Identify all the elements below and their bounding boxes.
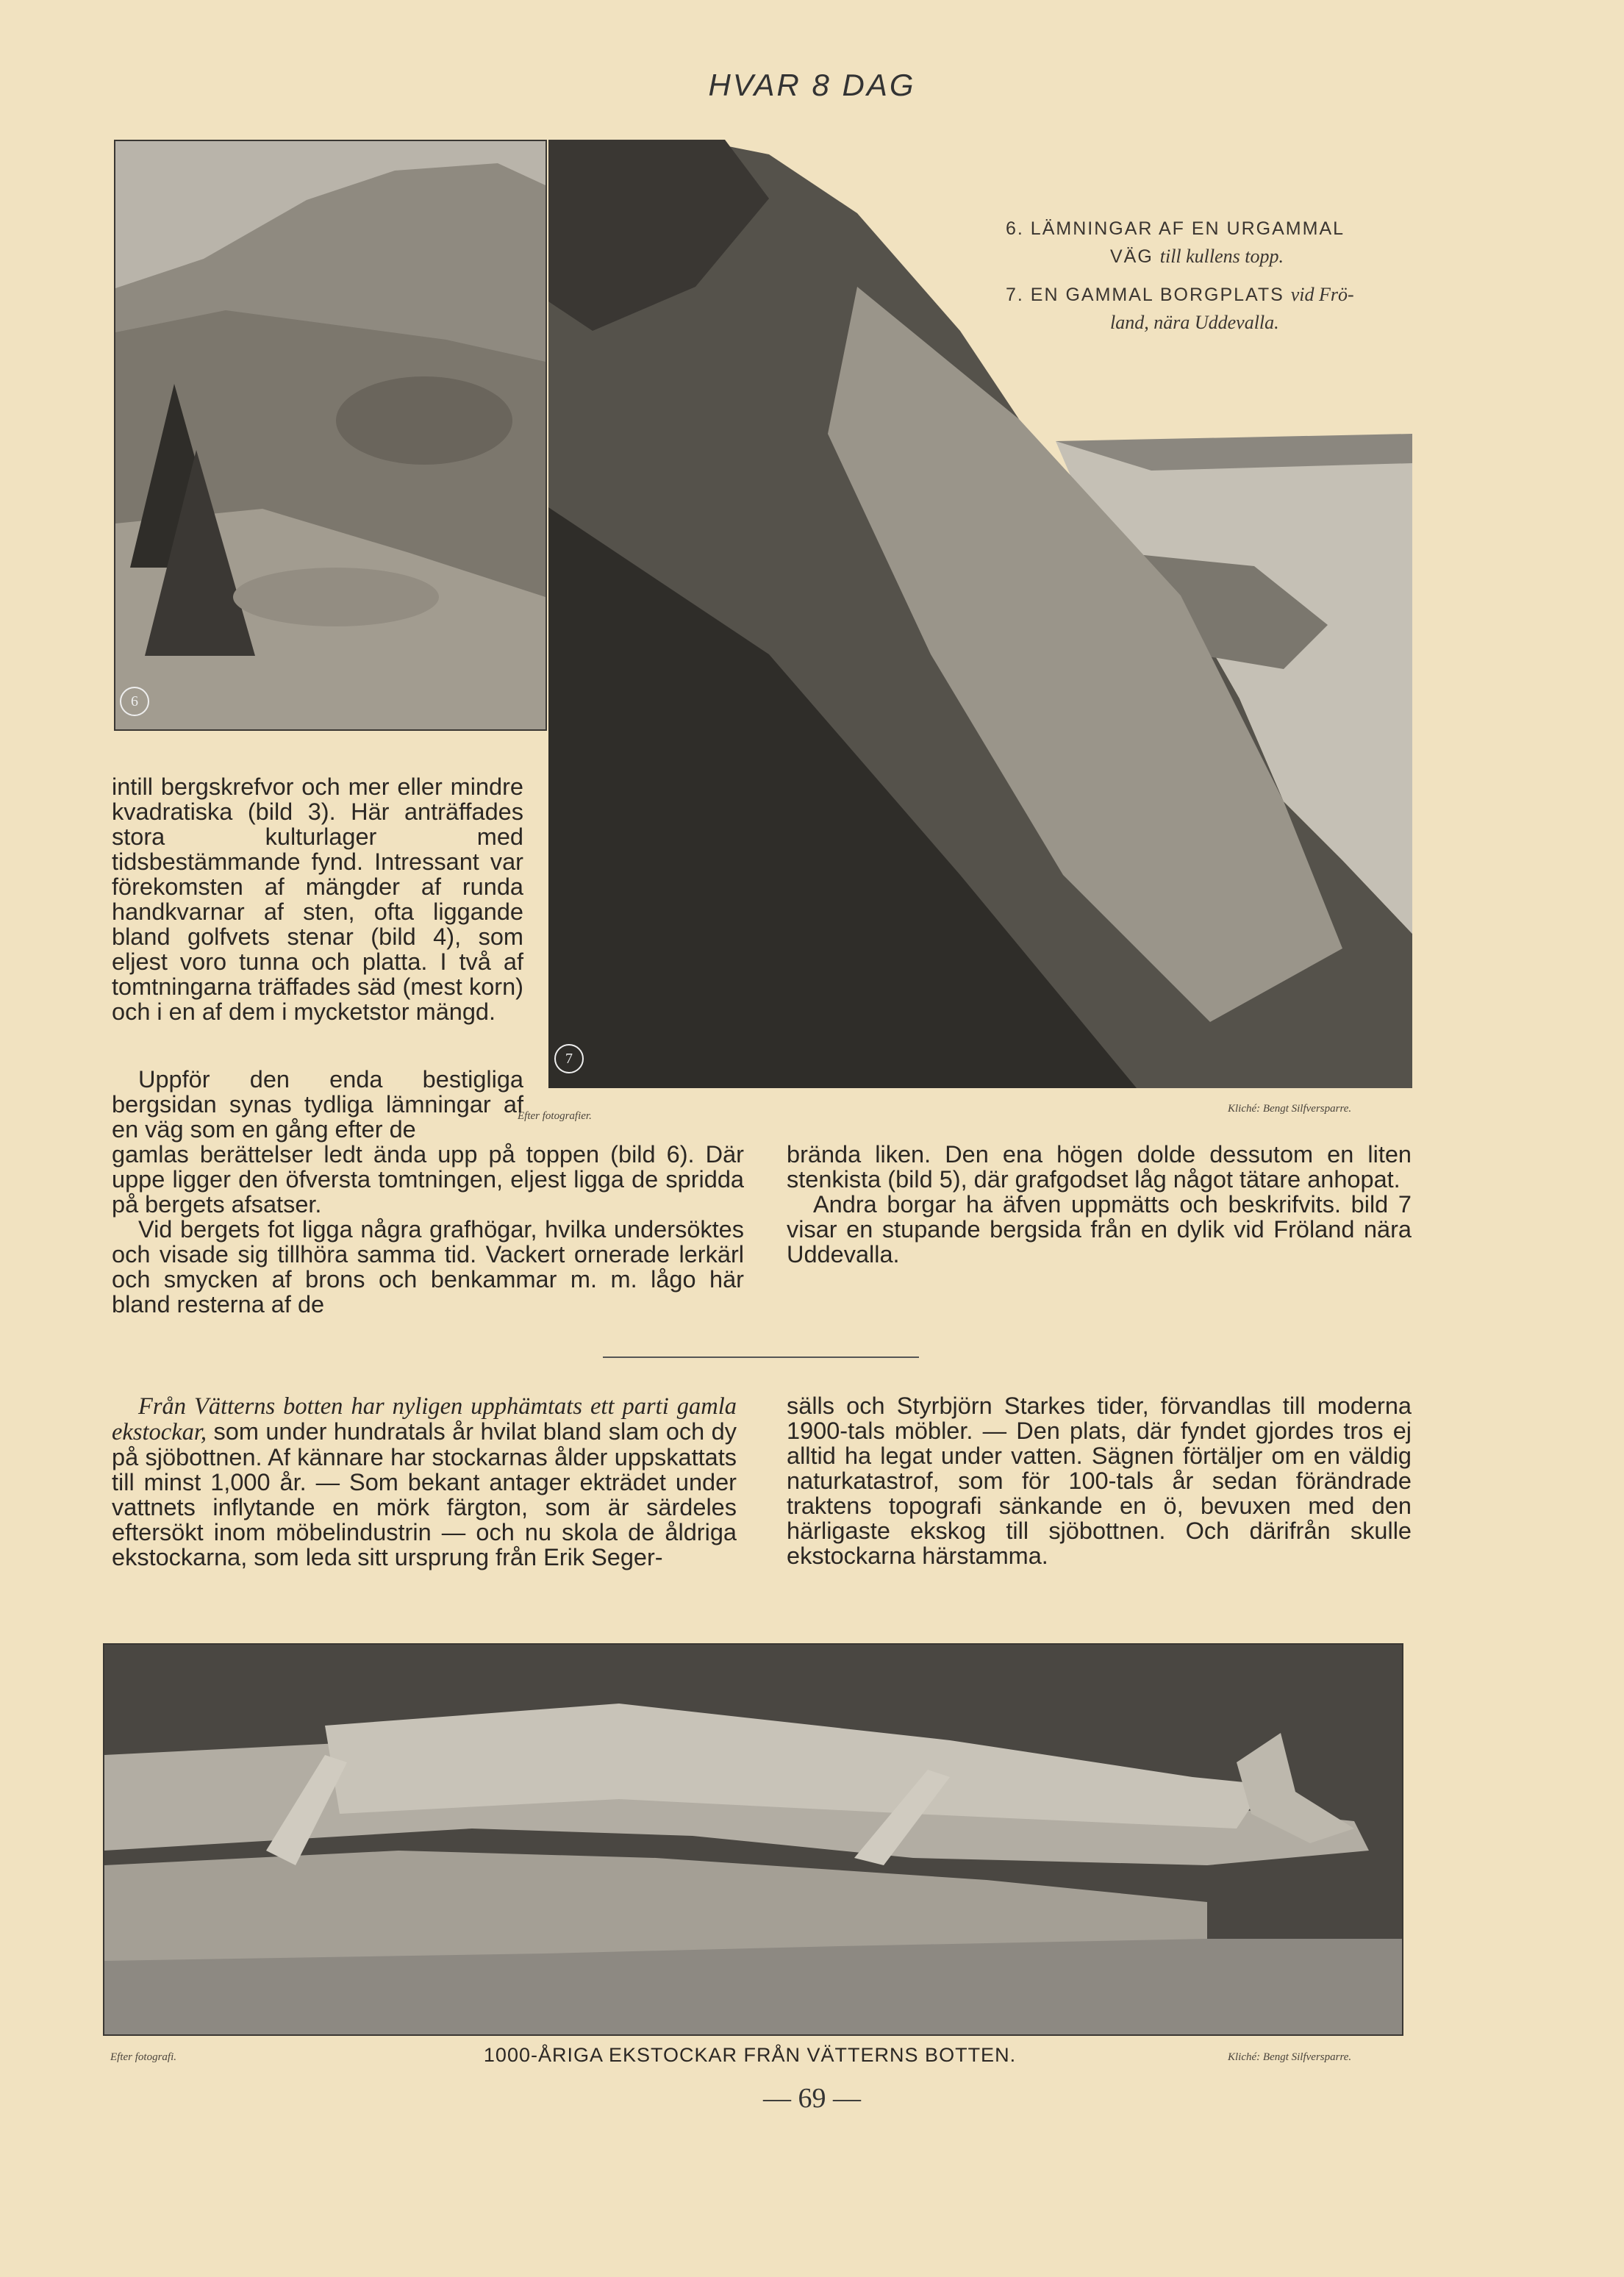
running-header: HVAR 8 DAG xyxy=(708,68,916,102)
article-2-col-left xyxy=(112,1393,737,1570)
caption-6-italic: till kullens topp. xyxy=(1159,246,1284,267)
caption-photos-6-7 xyxy=(1006,215,1417,337)
section-divider xyxy=(603,1356,919,1358)
article-1-col-left-narrow xyxy=(112,1067,523,1142)
bottom-photo-credit-right: Kliché: Bengt Silfversparre. xyxy=(1228,2051,1352,2063)
caption-7-italic-2: land, nära Uddevalla. xyxy=(1110,312,1279,333)
page-number: — 69 — xyxy=(763,2083,861,2114)
article-2-col-right xyxy=(787,1393,1412,1568)
caption-7-main: 7. EN GAMMAL BORGPLATS xyxy=(1006,285,1284,305)
article-1-para-3: Vid bergets fot ligga några grafhögar, hvilka undersöktes och visade sig tillhöra samma tid. Vackert ornerade lerkärl och smycken af brons och benkammar m. m. lågo här bland resterna af de xyxy=(112,1216,744,1318)
caption-6-caps: VÄG xyxy=(1110,246,1153,267)
oak-logs-image xyxy=(104,1645,1402,2034)
article-1-para-2-cont: gamlas berättelser ledt ända upp på toppen (bild 6). Där uppe ligger den öfversta tomtningen, eljest ligga de spridda på bergets afsatser. xyxy=(112,1141,744,1218)
bottom-photo-credit-left: Efter fotografi. xyxy=(110,2051,176,2063)
article-1-para-1: intill bergskrefvor och mer eller mindre kvadratiska (bild 3). Här anträffades stora kulturlager med tidsbestämmande fynd. Intressant var förekomsten af mängder af runda handkvarnar af sten, ofta liggande bland golfvets stenar (bild 4), som eljest voro tunna och platta. I två af tomtningarna träffades säd (mest korn) och i en af dem i mycketstor mängd. xyxy=(112,773,523,1025)
photo-7-credit-right: Kliché: Bengt Silfversparre. xyxy=(1228,1103,1352,1115)
bottom-photo-caption: 1000-ÅRIGA EKSTOCKAR FRÅN VÄTTERNS BOTTEN. xyxy=(483,2044,1017,2066)
photo-7-credit-left: Efter fotografier. xyxy=(518,1110,592,1122)
photo-6-rocky-hill-image xyxy=(115,141,545,729)
article-2-lead: Från Vätterns botten har nyligen upphämtats ett parti gamla ekstockar, xyxy=(112,1393,737,1445)
article-1-right-para-1: brända liken. Den ena högen dolde dessutom en liten stenkista (bild 5), där grafgodset låg något tätare anhopat. xyxy=(787,1141,1412,1193)
caption-7-italic-1: vid Frö- xyxy=(1290,284,1354,305)
article-1-para-2-start: Uppför den enda bestigliga bergsidan synas tydliga lämningar af en väg som en gång efter de xyxy=(112,1066,523,1143)
article-1-col-right xyxy=(787,1142,1412,1267)
article-1-col-left-top xyxy=(112,774,523,1024)
photo-7-number: 7 xyxy=(554,1044,584,1073)
photo-ekstockar xyxy=(103,1643,1403,2036)
article-2-left-text: som under hundratals år hvilat bland slam och dy på sjöbottnen. Af kännare har stockarnas ålder uppskattats till minst 1,000 år. — Som bekant antager ekträdet under vattnets inflytande en mörk färgton, som är särdeles eftersökt inom möbelindustrin — och nu skola de åldriga ekstockarna, som leda sitt ursprung från Erik Seger- xyxy=(112,1418,737,1570)
photo-6-number: 6 xyxy=(120,687,149,716)
article-1-col-left-bottom xyxy=(112,1142,744,1317)
caption-6-main: 6. LÄMNINGAR AF EN URGAMMAL xyxy=(1006,218,1345,239)
article-2-right-text: sälls och Styrbjörn Starkes tider, förvandlas till moderna 1900-tals möbler. — Den plats, där fyndet gjordes tros ej alltid ha legat under vatten. Sägnen förtäljer om en väldig naturkatastrof, som för 100-tals år sedan förändrade traktens topografi sänkande en ö, bevuxen med den härligaste ekskog till sjöbottnen. Och därifrån skulle ekstockarna härstamma. xyxy=(787,1393,1412,1569)
article-1-right-para-2: Andra borgar ha äfven uppmätts och beskrifvits. bild 7 visar en stupande bergsida från en dylik vid Fröland nära Uddevalla. xyxy=(787,1191,1412,1268)
photo-bild-6 xyxy=(114,140,547,731)
